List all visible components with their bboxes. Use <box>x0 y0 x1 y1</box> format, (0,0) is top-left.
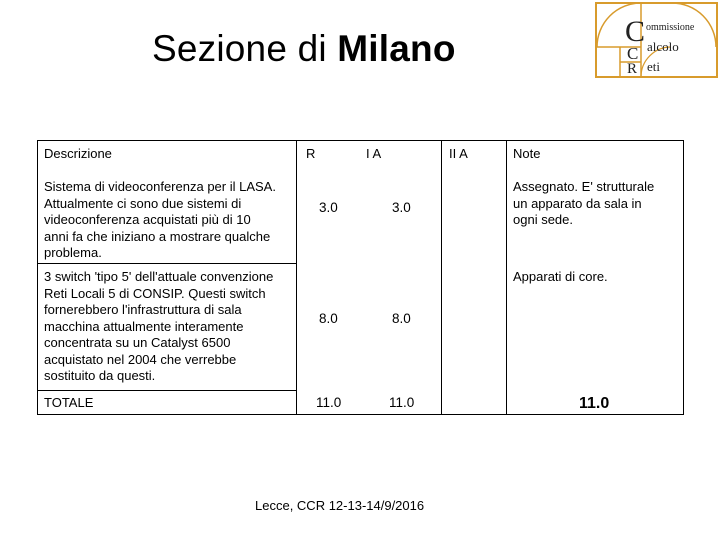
header-iia: II A <box>449 146 468 161</box>
row-divider-2 <box>38 390 296 391</box>
cost-table <box>37 140 684 415</box>
header-note: Note <box>513 146 541 161</box>
header-ia: I A <box>366 146 382 161</box>
row-1-ia: 3.0 <box>392 200 411 215</box>
column-divider-description <box>296 141 297 414</box>
logo-letter-2: C <box>627 44 639 63</box>
title-prefix: Sezione di <box>152 28 338 69</box>
logo-letter-1: C <box>625 15 646 48</box>
footer-text: Lecce, CCR 12-13-14/9/2016 <box>255 498 425 513</box>
total-note: 11.0 <box>579 395 610 412</box>
logo-word-1: ommissione <box>646 22 695 33</box>
row-2-description: 3 switch 'tipo 5' dell'attuale convenzione Reti Locali 5 di CONSIP. Questi switch fornerebbero l'infrastruttura di sala macchina attualmente interamente concentrata su un Catalyst 6500 acquistato nel 2004 che verrebbe sostituito da questi. <box>44 269 274 383</box>
header-descrizione: Descrizione <box>44 146 112 161</box>
logo-word-2: alcolo <box>647 39 679 54</box>
title-bold: Milano <box>337 28 456 69</box>
column-divider-note <box>506 141 507 414</box>
row-divider-1 <box>38 263 296 264</box>
total-ia: 11.0 <box>389 395 415 410</box>
logo-letter-3: R <box>627 61 638 77</box>
logo-word-3: eti <box>647 59 660 74</box>
total-label: TOTALE <box>44 395 94 410</box>
row-1-description: Sistema di videoconferenza per il LASA. Attualmente ci sono due sistemi di videoconferenza acquistati più di 10 anni fa che iniziano a mostrare qualche problema. <box>44 179 276 260</box>
row-2-ia: 8.0 <box>392 311 411 326</box>
column-divider-iia <box>441 141 442 414</box>
row-1-note: Assegnato. E' strutturale un apparato da sala in ogni sede. <box>513 179 655 227</box>
ccr-logo <box>595 2 718 78</box>
total-r: 11.0 <box>316 395 342 410</box>
row-2-r: 8.0 <box>319 311 338 326</box>
header-r: R <box>306 146 316 161</box>
slide-title <box>152 28 456 70</box>
row-1-r: 3.0 <box>319 200 338 215</box>
row-2-note: Apparati di core. <box>513 269 608 284</box>
